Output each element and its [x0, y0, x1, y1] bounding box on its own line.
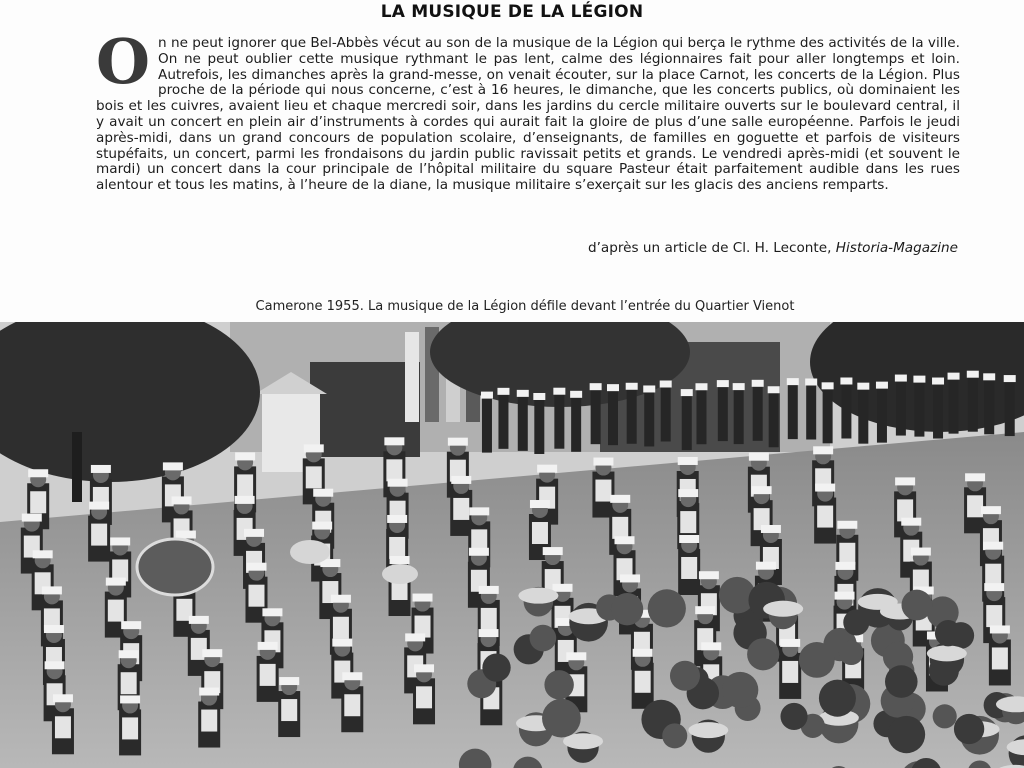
marcher-kepi — [313, 489, 333, 497]
soldier-back — [769, 392, 779, 447]
marcher-apron — [91, 524, 107, 546]
kepi-back — [590, 383, 602, 390]
marcher-kepi — [749, 453, 769, 461]
parade-photo-illustration — [0, 322, 1024, 768]
marcher-kepi — [304, 444, 324, 452]
marcher-apron — [260, 664, 276, 686]
marcher-apron — [333, 617, 349, 639]
soldier-back — [644, 391, 654, 446]
marcher-kepi — [679, 535, 699, 543]
marcher-kepi — [756, 562, 776, 570]
soldier-back — [823, 388, 833, 443]
marcher-kepi — [331, 595, 351, 603]
marcher-kepi — [815, 484, 835, 492]
kepi-back — [681, 389, 693, 396]
crowd-hat — [688, 722, 728, 738]
cymbal — [290, 540, 330, 564]
marcher-kepi — [678, 489, 698, 497]
marcher-kepi — [235, 496, 255, 504]
soldier-back — [682, 395, 692, 450]
crowd-hat — [518, 588, 558, 604]
soldier-back — [877, 388, 887, 443]
marcher-apron — [306, 466, 322, 488]
kepi-back — [768, 386, 780, 393]
marcher-apron — [985, 564, 1001, 586]
marcher-kepi — [387, 515, 407, 523]
kepi-back — [553, 388, 565, 395]
marcher-apron — [416, 686, 432, 708]
marcher-apron — [386, 459, 402, 481]
marcher-kepi — [262, 608, 282, 616]
marcher-kepi — [33, 550, 53, 558]
marcher-kepi — [119, 650, 139, 658]
marcher-kepi — [837, 521, 857, 529]
marcher-kepi — [901, 518, 921, 526]
marcher-kepi — [983, 542, 1003, 550]
marcher-kepi — [701, 642, 721, 650]
marcher-kepi — [110, 537, 130, 545]
marcher-kepi — [593, 458, 613, 466]
marcher-kepi — [91, 465, 111, 473]
marcher-apron — [986, 605, 1002, 627]
marcher-kepi — [332, 639, 352, 647]
soldier-back — [933, 384, 943, 439]
marcher-apron — [612, 517, 628, 539]
marcher-apron — [344, 694, 360, 716]
photo-tree-trunk — [72, 432, 82, 502]
kepi-back — [717, 380, 729, 387]
soldier-back — [858, 389, 868, 444]
drop-cap: O — [96, 25, 151, 98]
marcher-kepi — [620, 574, 640, 582]
kepi-back — [626, 383, 638, 390]
marcher-kepi — [202, 649, 222, 657]
marcher-kepi — [312, 522, 332, 530]
marcher-kepi — [235, 452, 255, 460]
soldier-back — [896, 381, 906, 436]
source-prefix: d’après un article de Cl. H. Leconte, — [587, 240, 836, 256]
marcher-kepi — [414, 664, 434, 672]
article-text — [96, 25, 960, 194]
soldier-back — [696, 389, 706, 444]
kepi-back — [967, 371, 979, 378]
crowd-head — [662, 723, 687, 748]
kepi-back — [983, 373, 995, 380]
kepi-back — [695, 383, 707, 390]
crowd-hat — [763, 601, 803, 617]
marcher-kepi — [106, 578, 126, 586]
soldier-back — [914, 382, 924, 437]
marcher-kepi — [981, 506, 1001, 514]
cymbal — [382, 564, 418, 584]
marcher-kepi — [176, 531, 196, 539]
page-title: LA MUSIQUE DE LA LÉGION — [380, 2, 644, 22]
kepi-back — [643, 385, 655, 392]
crowd-head — [544, 670, 573, 699]
marcher-kepi — [384, 437, 404, 445]
marcher-kepi — [22, 514, 42, 522]
marcher-kepi — [965, 473, 985, 481]
marcher-apron — [967, 495, 983, 517]
marcher-kepi — [911, 548, 931, 556]
crowd-head — [648, 589, 686, 627]
article-source — [588, 240, 958, 256]
marcher-kepi — [45, 661, 65, 669]
kepi-back — [497, 388, 509, 395]
marcher-kepi — [163, 462, 183, 470]
soldier-back — [1005, 381, 1015, 436]
marcher-kepi — [813, 446, 833, 454]
marcher-kepi — [699, 571, 719, 579]
soldier-back — [627, 389, 637, 444]
marcher-kepi — [984, 583, 1004, 591]
crowd-head — [933, 704, 957, 728]
marcher-apron — [839, 543, 855, 565]
crowd-head — [843, 609, 869, 635]
marcher-kepi — [566, 652, 586, 660]
marcher-kepi — [89, 502, 109, 510]
marcher-apron — [680, 511, 696, 533]
marcher-apron — [532, 522, 548, 544]
crowd-head — [747, 638, 779, 670]
crowd-head — [839, 641, 863, 665]
crowd-head — [780, 703, 807, 730]
crowd-head — [482, 653, 510, 681]
parade-photo — [0, 322, 1024, 768]
marcher-kepi — [780, 639, 800, 647]
crowd-hat — [927, 645, 967, 661]
kepi-back — [857, 383, 869, 390]
kepi-back — [733, 383, 745, 390]
marcher-apron — [55, 716, 71, 738]
crowd-head — [542, 699, 581, 738]
marcher-kepi — [448, 438, 468, 446]
kepi-back — [607, 384, 619, 391]
marcher-kepi — [752, 486, 772, 494]
marcher-kepi — [543, 547, 563, 555]
marcher-kepi — [279, 677, 299, 685]
marcher-kepi — [405, 633, 425, 641]
kepi-back — [948, 373, 960, 380]
soldier-back — [498, 394, 508, 449]
marcher-apron — [389, 537, 405, 559]
marcher-apron — [237, 474, 253, 496]
soldier-back — [591, 389, 601, 444]
soldier-back — [718, 386, 728, 441]
marcher-apron — [281, 699, 297, 721]
bass-drum — [137, 539, 213, 595]
marcher-apron — [453, 498, 469, 520]
marcher-apron — [30, 491, 46, 513]
marcher-kepi — [615, 536, 635, 544]
soldier-back — [753, 386, 763, 441]
marcher-kepi — [390, 556, 410, 564]
soldier-back — [534, 399, 544, 454]
marcher-apron — [681, 557, 697, 579]
kepi-back — [517, 390, 529, 397]
marcher-kepi — [835, 562, 855, 570]
marcher-kepi — [537, 465, 557, 473]
marcher-kepi — [478, 629, 498, 637]
article-body: n ne peut ignorer que Bel-Abbès vécut au son de la musique de la Légion qui berça le rythme des activités de la ville. On ne peut oublier cette musique rythmant le pas lent, calme des légionnaires fait pour aller longtemps et loin. Autrefois, les dimanches après la grand-messe, on venait écouter, sur la place Carnot, les concerts de la Légion. Plus proche de la période qui nous concerne, c’est à 16 heures, le dimanche, que les concerts publics, où dominaient les bois et les cuivres, avaient lieu et chaque mercredi soir, dans les jardins du cercle militaire ouverts sur le boulevard central, il y avait un concert en plein air d’instruments à cordes qui aurait fait la gloire de plus d’une salle européenne. Parfois le jeudi après-midi, dans un grand concours de population scolaire, d’enseignants, de familles en goguette et parfois de visiteurs stupéfaits, un concert, parmi les frondaisons du jardin public ravissait petits et grands. Le vendredi après-midi (et souvent le mardi) un concert dans la cour principale de l’hôpital militaire du square Pasteur était parfaitement audible dans les rues alentour et tous les matins, à l’heure de la diane, la musique militaire s’exerçait sur les glacis des anciens remparts. — [96, 35, 960, 194]
photo-caption: Camerone 1955. La musique de la Légion défile devant l’entrée du Quartier Vienot — [255, 299, 795, 314]
marcher-kepi — [530, 500, 550, 508]
soldier-back — [571, 397, 581, 452]
crowd-head — [611, 593, 643, 625]
marcher-kepi — [342, 672, 362, 680]
soldier-back — [661, 387, 671, 442]
marcher-kepi — [388, 479, 408, 487]
marcher-kepi — [990, 625, 1010, 633]
marcher-kepi — [835, 592, 855, 600]
marcher-apron — [817, 506, 833, 528]
marcher-kepi — [633, 649, 653, 657]
kepi-back — [570, 391, 582, 398]
marcher-kepi — [678, 457, 698, 465]
marcher-kepi — [413, 594, 433, 602]
marcher-kepi — [44, 625, 64, 633]
kepi-back — [840, 378, 852, 385]
kepi-back — [481, 392, 493, 399]
crowd-head — [954, 714, 984, 744]
marcher-apron — [108, 600, 124, 622]
marcher-kepi — [479, 586, 499, 594]
source-magazine: Historia-Magazine — [835, 240, 958, 256]
crowd-head — [888, 716, 925, 753]
crowd-head — [819, 680, 856, 717]
marcher-apron — [635, 671, 651, 693]
soldier-back — [968, 377, 978, 432]
kepi-back — [1004, 375, 1016, 382]
marcher-kepi — [121, 621, 141, 629]
crowd-head — [885, 665, 918, 698]
kepi-back — [752, 380, 764, 387]
crowd-head — [530, 625, 557, 652]
kepi-back — [822, 382, 834, 389]
kepi-back — [876, 382, 888, 389]
marcher-kepi — [761, 525, 781, 533]
soldier-back — [608, 390, 618, 445]
soldier-back — [984, 379, 994, 434]
crowd-head — [722, 672, 758, 708]
marcher-kepi — [53, 694, 73, 702]
marcher-kepi — [451, 476, 471, 484]
marcher-apron — [481, 608, 497, 630]
crowd-head — [935, 620, 961, 646]
crowd-head — [670, 661, 700, 691]
marcher-kepi — [246, 563, 266, 571]
marcher-kepi — [610, 495, 630, 503]
marcher-apron — [121, 672, 137, 694]
soldier-back — [949, 379, 959, 434]
marcher-kepi — [189, 616, 209, 624]
kepi-back — [787, 378, 799, 385]
marcher-kepi — [695, 606, 715, 614]
photo-flag-1 — [405, 332, 419, 422]
marcher-apron — [248, 585, 264, 607]
marcher-kepi — [895, 477, 915, 485]
marcher-kepi — [28, 469, 48, 477]
soldier-back — [788, 384, 798, 439]
marcher-apron — [201, 710, 217, 732]
marcher-kepi — [42, 586, 62, 594]
marcher-kepi — [244, 529, 264, 537]
kepi-back — [932, 378, 944, 385]
soldier-back — [841, 384, 851, 439]
soldier-back — [806, 385, 816, 440]
marcher-apron — [122, 717, 138, 739]
marcher-kepi — [258, 642, 278, 650]
marcher-apron — [992, 647, 1008, 669]
marcher-kepi — [553, 584, 573, 592]
soldier-back — [518, 396, 528, 451]
crowd-head — [901, 590, 932, 621]
kepi-back — [660, 381, 672, 388]
marcher-kepi — [199, 688, 219, 696]
marcher-apron — [782, 661, 798, 683]
marcher-kepi — [469, 507, 489, 515]
marcher-kepi — [469, 548, 489, 556]
marcher-kepi — [172, 496, 192, 504]
soldier-back — [482, 398, 492, 453]
kepi-back — [533, 393, 545, 400]
marcher-apron — [595, 480, 611, 502]
soldier-back — [734, 389, 744, 444]
crowd-head — [799, 642, 835, 678]
soldier-back — [554, 394, 564, 449]
kepi-back — [913, 376, 925, 383]
kepi-back — [805, 379, 817, 386]
marcher-kepi — [120, 695, 140, 703]
kepi-back — [895, 375, 907, 382]
